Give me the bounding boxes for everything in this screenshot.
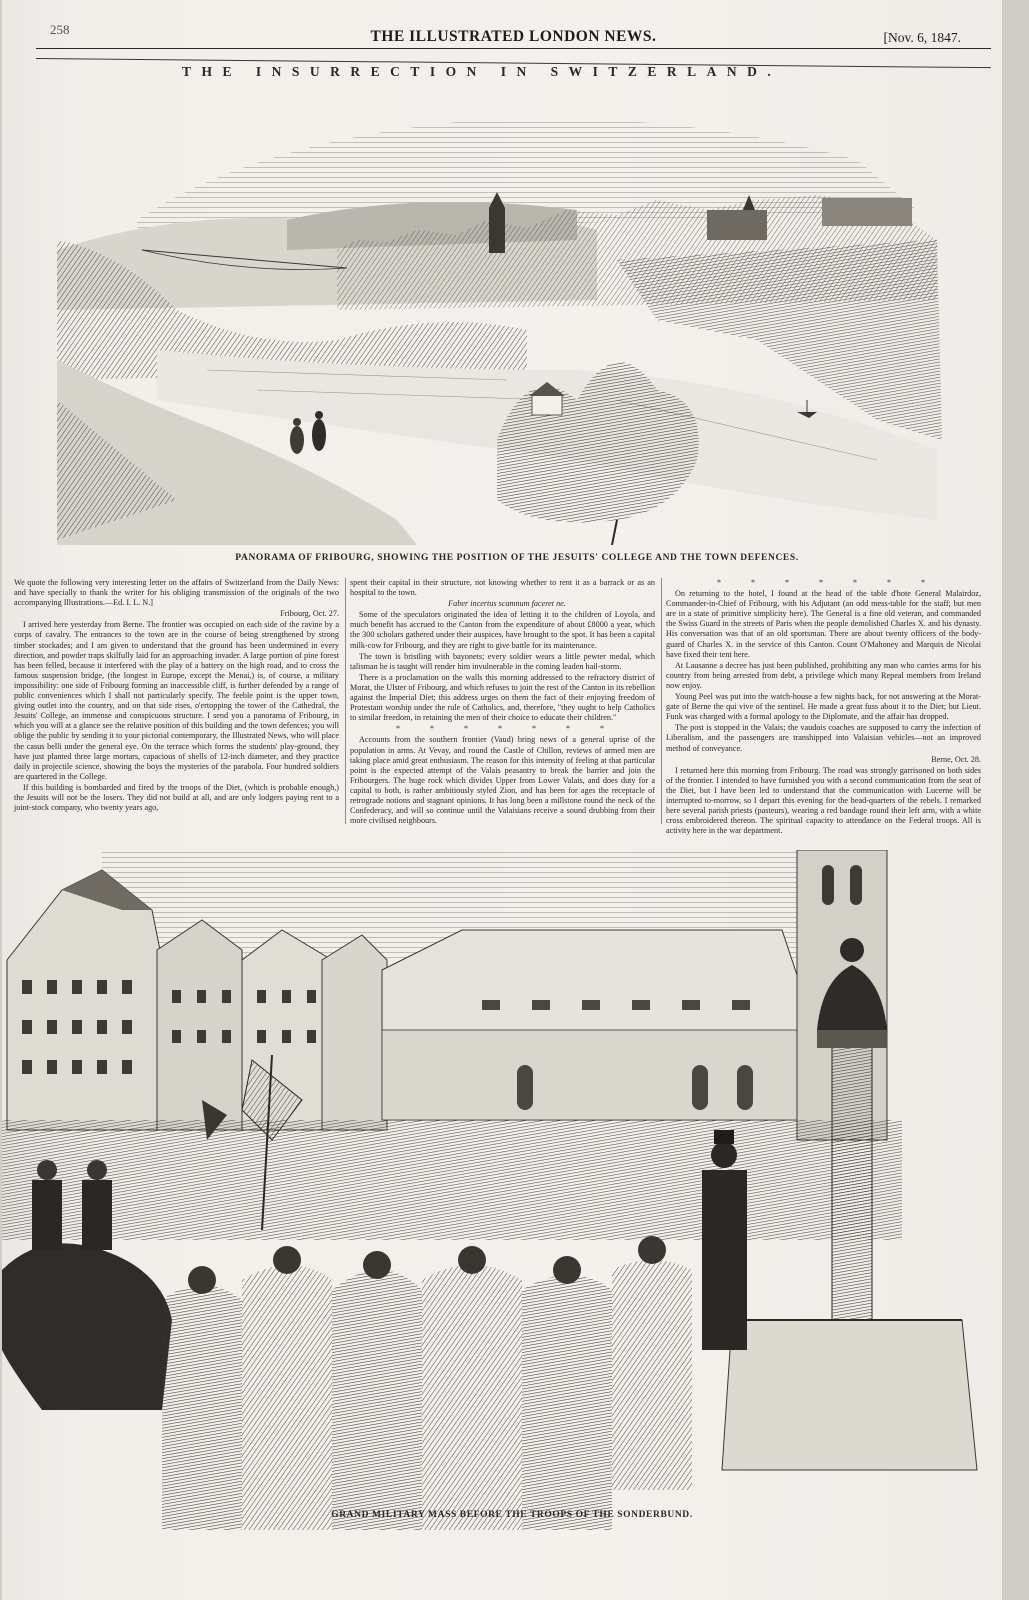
paragraph: Young Peel was put into the watch-house a few nights back, for not answering at the Morat-gate of Berne the qui vive of the sentinel. He made a great fuss about it to the Diet; but Lieut. Funk was charged with a formal apology to the Diplomate, and the affair has dropped.	[666, 692, 981, 722]
paragraph: There is a proclamation on the walls this morning addressed to the refractory district of Morat, the Ulster of Fribourg, and which refuses to join the rest of the Canton in its rebellion against the Imperial Diet; this address urges on them the fact of their enjoying freedom of Protestant worship under the rule of Catholics, and, therefore, "they ought to help Catholics to similar freedom, in retaining the men of their choice to educate their children."	[350, 672, 655, 723]
paragraph: If this building is bombarded and fired by the troops of the Diet, (which is probable enough,) the Jesuits will not be the losers. They did not build at all, and are only lodgers paying rent to a joint-stock company, who twenty years ago,	[14, 782, 339, 813]
column-1	[14, 578, 339, 814]
paragraph: I arrived here yesterday from Berne. The frontier was occupied on each side of the ravine by a corps of cavalry. The entrances to the town are in the course of being strengthened by strong timber stockades; and I am given to understand that the ground has been undermined in every direction, and powder traps skilfully laid for an approaching invader. A large portion of pine forest has been felled, because it interfered with the play of a battery on the high road, and to cross the famous suspension bridge, (the longest in Europe, except the Menai,) is, of course, a military impossibility: one side of Fribourg forming an inaccessible cliff, is further defended by a range of public conveniences which I shall not particularly specify. The feeble point is the upper town, giving outlet into the country, and on that side rises, o'ertopping the tower of the Cathedral, the Jesuits' College, an immense and conspicuous structure. I send you a panorama of Fribourg, in which you will at a glance see the relative position of this building and the town defences; you will oblige the public by sending it to your pictorial contemporary, the Illustrated News, who will place the casus belli under the general eye. On the terrace which forms the students' play-ground, they have just planted three large mortars, capacious of shells of 12-inch diameter, and they practice daily in projectile science, showing the boys the mysteries of the parabola. Four hundred soldiers are quartered in the College.	[14, 620, 339, 781]
paragraph: At Lausanne a decree has just been published, prohibiting any man who carries arms for his country from being arrested from debt, a privilege which many Repeal members from Ireland now enjoy.	[666, 660, 981, 690]
latin-quote: Faber incertus scamnum faceret ne.	[448, 599, 566, 609]
section-break: * * * * * * *	[396, 724, 618, 734]
paragraph: The post is stopped in the Valais; the vaudois coaches are supposed to carry the infection of Liberalism, and the passengers are transhipped into Valaisian vehicles—not an improved method of conveyance.	[666, 723, 981, 753]
military-mass-engraving	[2, 850, 992, 1530]
column-3	[666, 578, 981, 837]
military-mass-illustration	[2, 850, 992, 1530]
article-columns	[14, 578, 984, 838]
column-divider	[345, 578, 346, 824]
intro-paragraph: We quote the following very interesting letter on the affairs of Switzerland from the Daily News: and have specially to thank the writer for his obliging transmission of the originals of the two accompanying Illustrations.—Ed. I. L. N.]	[14, 578, 339, 608]
paragraph: The town is bristling with bayonets; every soldier wears a little pewter medal, which talisman he is taught will render him invulnerable in the coming leaden hail-storm.	[350, 651, 655, 671]
paragraph: On returning to the hotel, I found at the head of the table d'hote General Malairdoz, Commander-in-Chief of Fribourg, with his Adjutant (an odd mess-table for the staff; but men are in a state of primitive simplicity here). The General is a fine old veteran, and commanded the Swiss Guard in the streets of Paris when the people demolished Charles X. and his dynasty. His conversation was that of an old sportsman. There are about twenty officers of the body-guard of Charles X. in the service of this Canton. Count O'Mahoney and Marquis de Nicolai have fixed their tent here.	[666, 589, 981, 659]
paragraph: I returned here this morning from Fribourg. The road was strongly garrisoned on both sides of the frontier. I intended to have furnished you with a second communication from the seat of the Diet, but I have been led to understand that the communication with Lucerne will be interrupted to-morrow, so I depart this evening for the head-quarters of the rebels. I remarked here several parish priests (pasteurs), wearing a red bandage round their left arm, with a white cross embroidered thereon. The spiritual capacity to attendance on the Federal troops. All is activity here in the war department.	[666, 765, 981, 836]
article-headline: THE INSURRECTION IN SWITZERLAND.	[182, 64, 782, 79]
paragraph: spent their capital in their structure, not knowing whether to rent it as a barrack or as an hospital to the town.	[350, 578, 655, 598]
panorama-illustration	[57, 100, 947, 545]
newspaper-page	[2, 0, 1002, 1600]
panorama-engraving	[57, 100, 947, 545]
section-break: * * * * * * *	[717, 578, 939, 587]
masthead: THE ILLUSTRATED LONDON NEWS.	[370, 28, 657, 45]
column-divider	[661, 578, 662, 824]
header-rule	[36, 48, 991, 49]
page-number: 258	[50, 22, 70, 37]
military-mass-caption: GRAND MILITARY MASS BEFORE THE TROOPS OF THE SONDERBUND.	[331, 1510, 693, 1520]
issue-date: [Nov. 6, 1847.	[883, 30, 961, 45]
dateline-fribourg: Fribourg, Oct. 27.	[280, 609, 339, 619]
paragraph: Accounts from the southern frontier (Vaud) bring news of a general uprise of the population in arms. At Vevay, and round the Castle of Chillon, reviews of armed men are taking place amid great enthusiasm. The reason for this intensity of feeling at that particular point is the expected attempt of the Valais peasantry to break the barrier and join the Fribourgers. The huge rock which divides Upper from Lower Valais, and does duty for a capital to both, is rather ambitiously styled Zion, and has been for ages the receptacle of retrograde notions and stagnant opinions. It has long been a millstone round the neck of the Confederacy, and will so continue until the Valaisians receive a sound drubbing from their more civilised neighbours.	[350, 735, 655, 826]
dateline-berne: Berne, Oct. 28.	[931, 754, 981, 764]
column-2	[350, 578, 655, 827]
page-header	[36, 22, 991, 52]
paragraph: Some of the speculators originated the idea of letting it to the children of Loyola, and much benefit has accrued to the Canton from the expenditure of about £8000 a year, which the 300 scholars gathered under their auspices, have brought to the spot. It has been a capital milk-cow for Fribourg, and they are right to give battle for its maintenance.	[350, 610, 655, 650]
panorama-caption: PANORAMA OF FRIBOURG, SHOWING THE POSITION OF THE JESUITS' COLLEGE AND THE TOWN DEFENCES.	[235, 553, 799, 563]
